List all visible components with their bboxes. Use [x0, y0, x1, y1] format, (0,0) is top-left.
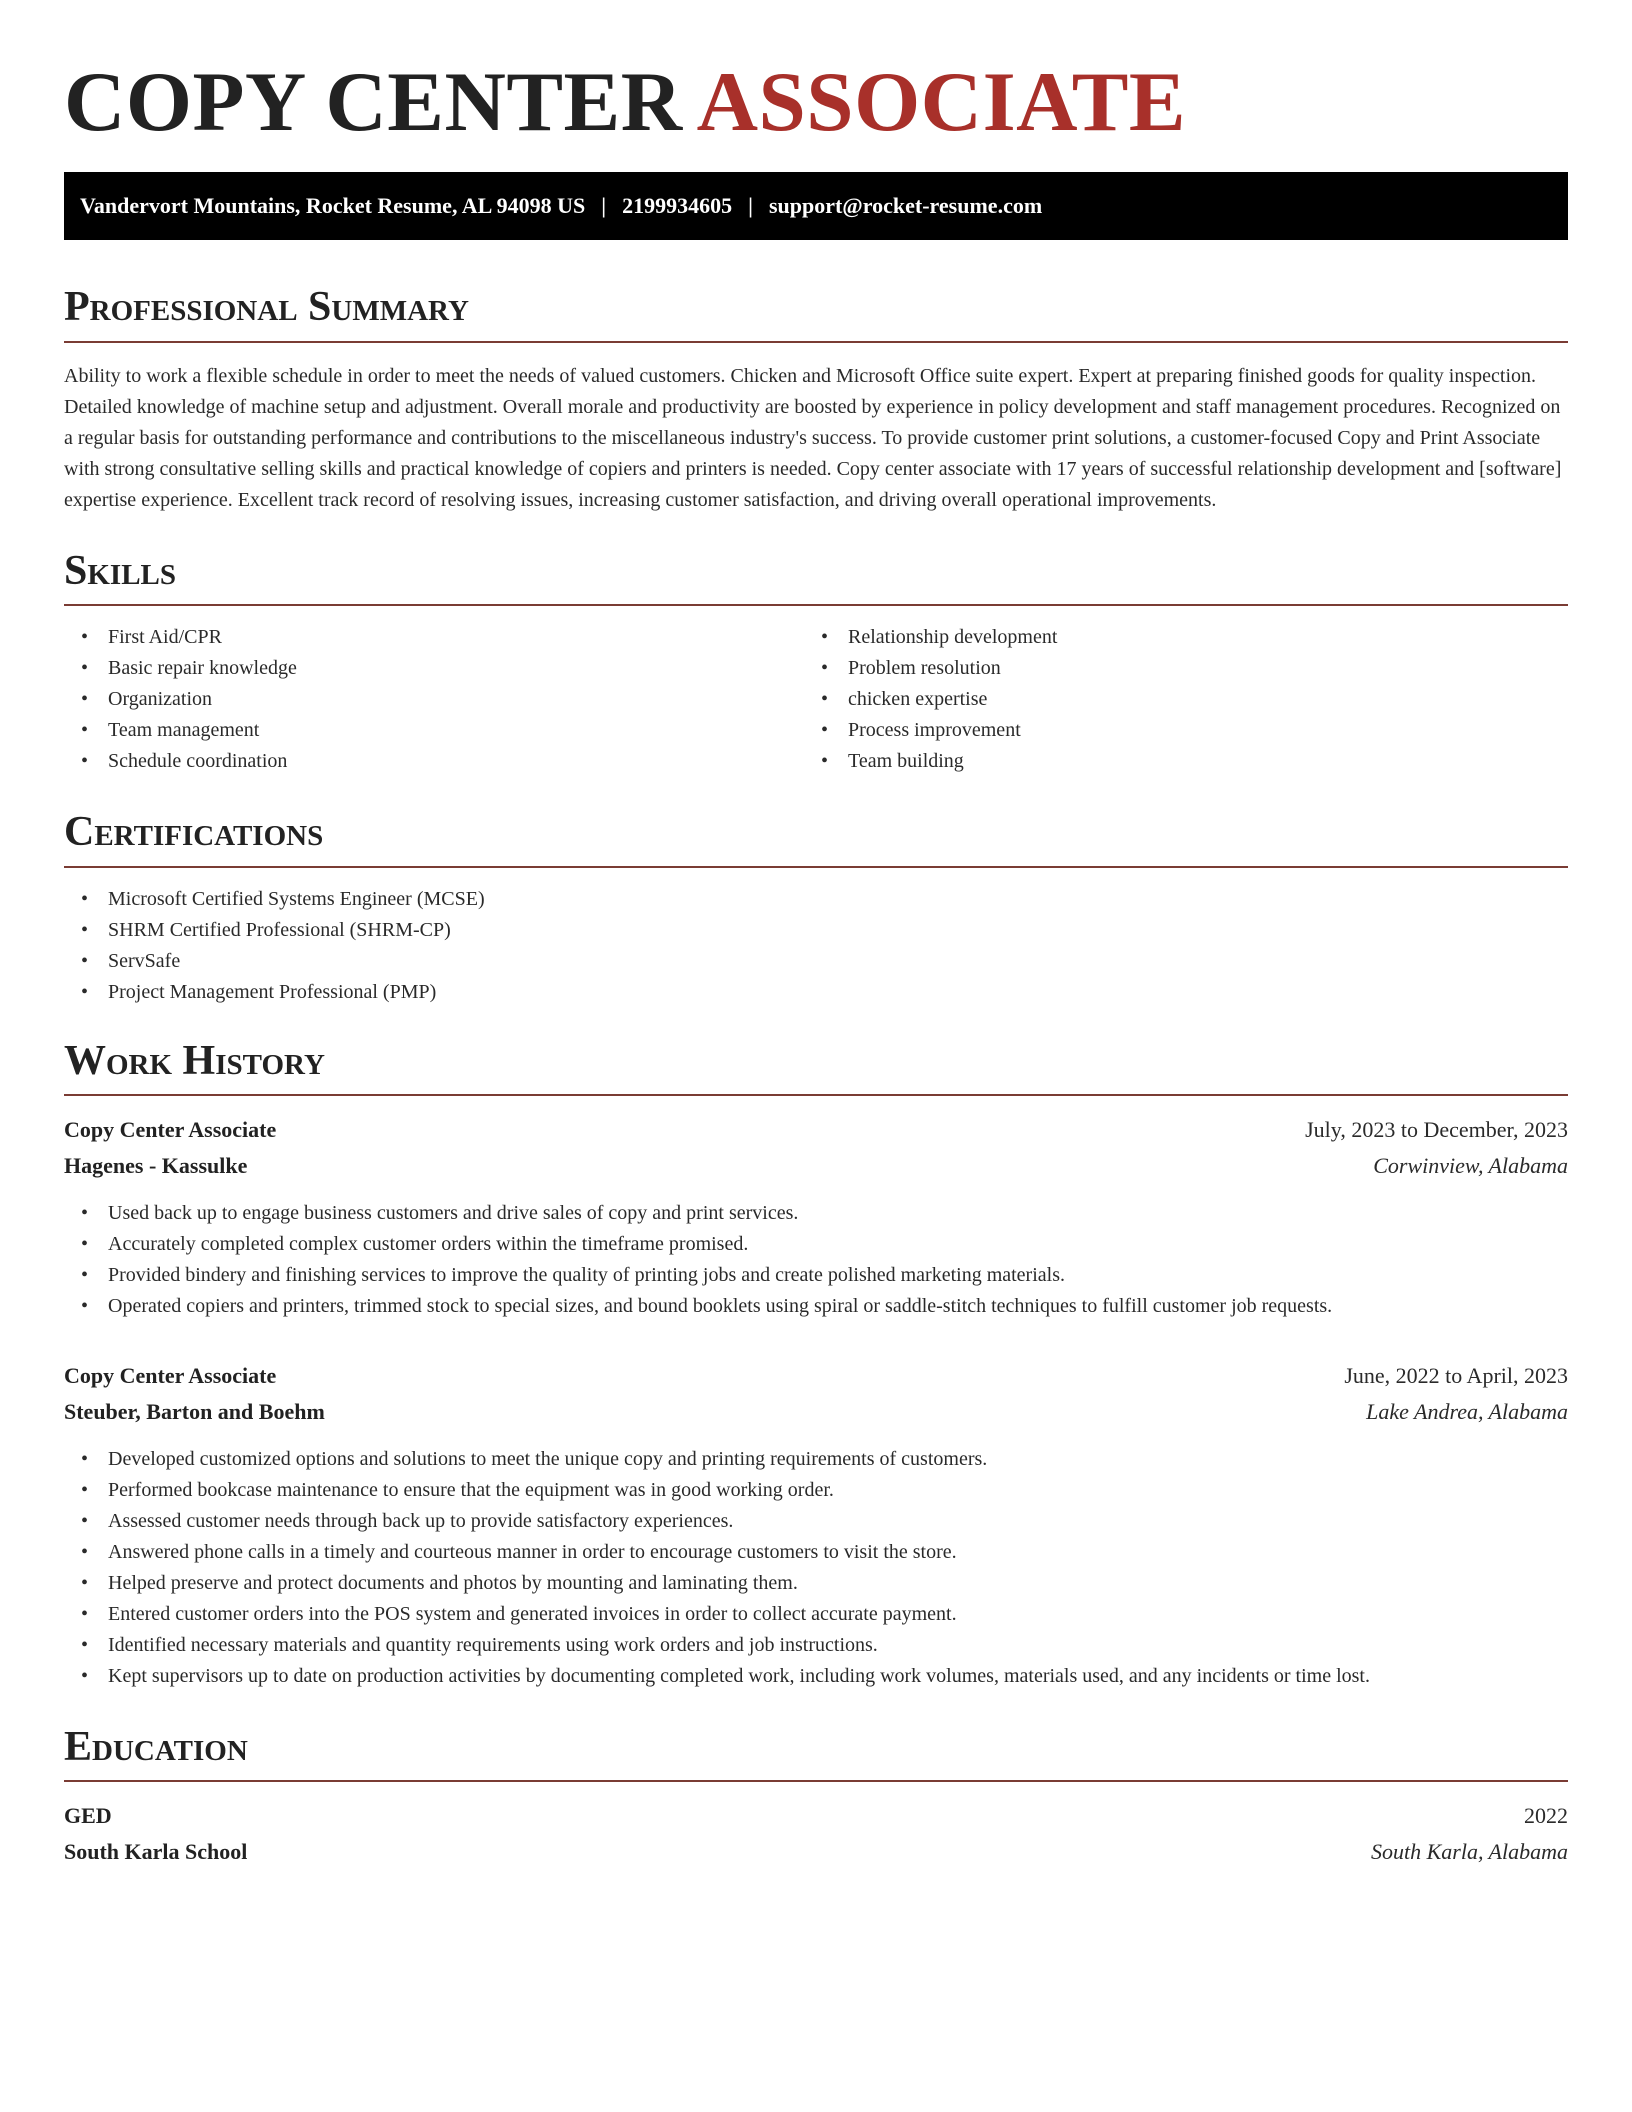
skill-item: • Team management [64, 715, 804, 746]
section-heading-certifications: Certifications [64, 809, 324, 856]
skill-item: • chicken expertise [804, 684, 1544, 715]
education-year: 2022 [1524, 1803, 1568, 1829]
contact-separator: | [748, 193, 753, 219]
skills-grid [64, 622, 1568, 777]
job-company: Steuber, Barton and Boehm [64, 1398, 325, 1424]
job-duty-item: • Performed bookcase maintenance to ensure that the equipment was in good working order. [64, 1475, 1568, 1506]
job-title-row [64, 1112, 1568, 1148]
title-part1: COPY CENTER [64, 55, 683, 149]
job-duty-item: • Assessed customer needs through back up to provide satisfactory experiences. [64, 1506, 1568, 1537]
job-location: Lake Andrea, Alabama [1366, 1398, 1568, 1424]
certifications-list [64, 884, 1568, 1008]
section-divider [64, 604, 1568, 606]
job-duties-list [64, 1198, 1568, 1322]
section-heading-skills: Skills [64, 547, 177, 594]
title-part2-accent: ASSOCIATE [696, 55, 1187, 149]
job-company-row [64, 1148, 1568, 1184]
contact-separator: | [601, 193, 607, 219]
certification-item: • ServSafe [64, 946, 1568, 977]
education-degree: GED [64, 1803, 112, 1829]
job-duties-list [64, 1444, 1568, 1692]
contact-address: Vandervort Mountains, Rocket Resume, AL 94098 US [80, 193, 586, 219]
section-heading-summary: Professional Summary [64, 284, 469, 331]
job-duty-item: • Answered phone calls in a timely and courteous manner in order to encourage customers to visit the store. [64, 1537, 1568, 1568]
job-duty-item: • Kept supervisors up to date on production activities by documenting completed work, including work volumes, materials used, and any incidents or time lost. [64, 1661, 1568, 1692]
section-divider [64, 1094, 1568, 1096]
section-heading-education: Education [64, 1723, 248, 1770]
skill-item: • Basic repair knowledge [64, 653, 804, 684]
education-location: South Karla, Alabama [1370, 1839, 1568, 1865]
skills-list-right [804, 622, 1544, 777]
education-entry [64, 1798, 1568, 1870]
job-title-row [64, 1358, 1568, 1394]
job-dates: July, 2023 to December, 2023 [1305, 1116, 1568, 1142]
skill-item: • First Aid/CPR [64, 622, 804, 653]
education-school-row [64, 1834, 1568, 1870]
job-duty-item: • Developed customized options and solutions to meet the unique copy and printing requirements of customers. [64, 1444, 1568, 1475]
skills-list-left [64, 622, 804, 777]
skill-item: • Problem resolution [804, 653, 1544, 684]
job-duty-item: • Identified necessary materials and quantity requirements using work orders and job instructions. [64, 1630, 1568, 1661]
job-title: Copy Center Associate [64, 1362, 277, 1388]
skill-item: • Team building [804, 746, 1544, 777]
education-degree-row [64, 1798, 1568, 1834]
summary-text: Ability to work a flexible schedule in order to meet the needs of valued customers. Chicken and Microsoft Office suite expert. Expert at preparing finished goods for quality inspection. Detailed knowledge of machine setup and adjustment. Overall morale and productivity are boosted by experience in policy development and staff management procedures. Recognized on a regular basis for outstanding performance and contributions to the miscellaneous industry's success. To provide customer print solutions, a customer-focused Copy and Print Associate with strong consultative selling skills and practical knowledge of copiers and printers is needed. Copy center associate with 17 years of successful relationship development and [software] expertise experience. Excellent track record of resolving issues, increasing customer satisfaction, and driving overall operational improvements. [64, 364, 1562, 511]
skill-item: • Schedule coordination [64, 746, 804, 777]
contact-email[interactable]: support@rocket-resume.com [768, 193, 1043, 219]
skill-item: • Organization [64, 684, 804, 715]
certification-item: • SHRM Certified Professional (SHRM-CP) [64, 915, 1568, 946]
job-company-row [64, 1394, 1568, 1430]
job-location: Corwinview, Alabama [1373, 1152, 1568, 1178]
page-title [64, 50, 1568, 155]
skill-item: • Process improvement [804, 715, 1544, 746]
section-heading-work-history: Work History [64, 1037, 325, 1084]
contact-phone[interactable]: 2199934605 [622, 193, 733, 219]
job-dates: June, 2022 to April, 2023 [1344, 1362, 1568, 1388]
job-duty-item: • Entered customer orders into the POS system and generated invoices in order to collect accurate payment. [64, 1599, 1568, 1630]
section-divider [64, 1780, 1568, 1782]
job-duty-item: • Helped preserve and protect documents and photos by mounting and laminating them. [64, 1568, 1568, 1599]
skill-item: • Relationship development [804, 622, 1544, 653]
job-entry [64, 1112, 1568, 1322]
section-divider [64, 866, 1568, 868]
job-duty-item: • Accurately completed complex customer orders within the timeframe promised. [64, 1229, 1568, 1260]
education-school: South Karla School [64, 1839, 248, 1865]
job-company: Hagenes - Kassulke [64, 1152, 248, 1178]
certification-item: • Project Management Professional (PMP) [64, 977, 1568, 1008]
job-duty-item: • Used back up to engage business customers and drive sales of copy and print services. [64, 1198, 1568, 1229]
job-duty-item: • Provided bindery and finishing services to improve the quality of printing jobs and create polished marketing materials. [64, 1260, 1568, 1291]
job-duty-item: • Operated copiers and printers, trimmed stock to special sizes, and bound booklets using spiral or saddle-stitch techniques to fulfill customer job requests. [64, 1291, 1568, 1322]
certification-item: • Microsoft Certified Systems Engineer (MCSE) [64, 884, 1568, 915]
section-divider [64, 341, 1568, 343]
job-title: Copy Center Associate [64, 1116, 277, 1142]
contact-bar [64, 172, 1568, 240]
job-entry [64, 1358, 1568, 1692]
